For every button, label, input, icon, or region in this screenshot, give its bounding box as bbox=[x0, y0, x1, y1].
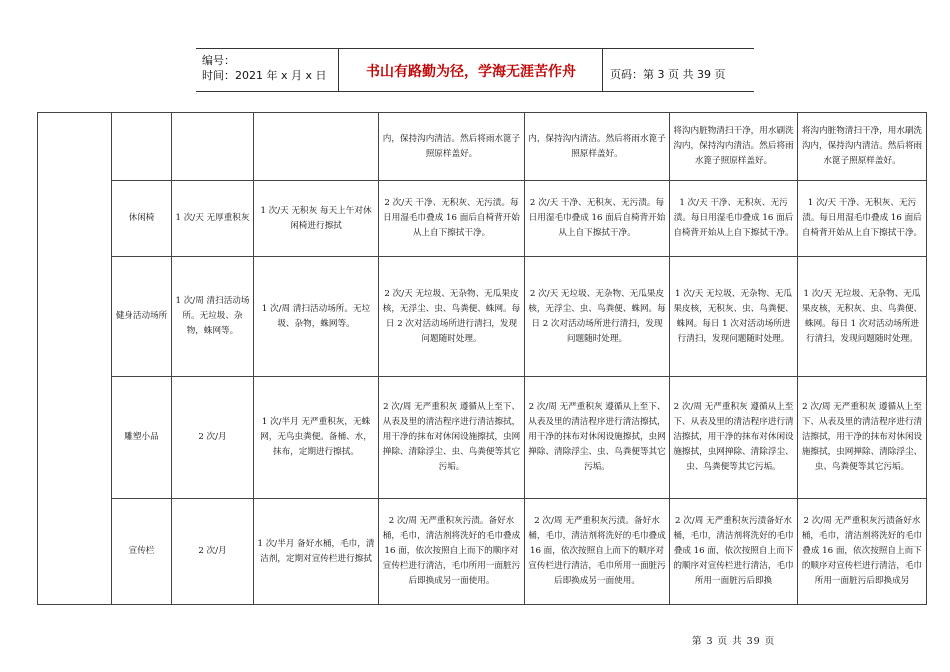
standard-cell: 2 次/周 无严重积灰污渍。备好水桶，毛巾，清洁剂将洗好的毛巾叠成 16 面，依次按照自上而下的顺序对宣传栏进行清洁，毛巾所用一面脏污后即换成另一面使用。 bbox=[525, 499, 670, 605]
standard-cell: 2 次/月 bbox=[172, 499, 254, 605]
standard-cell: 内，保持沟内清洁。然后将雨水篦子照原样盖好。 bbox=[379, 113, 525, 181]
standard-cell bbox=[172, 113, 254, 181]
item-cell: 健身活动场所 bbox=[112, 257, 172, 377]
standard-cell: 2 次/周 无严重积灰污渍备好水桶，毛巾，清洁剂将洗好的毛巾叠成 16 面，依次按照自上而下的顺序对宣传栏进行清洁，毛巾所用一面脏污后即换 bbox=[670, 499, 798, 605]
table-row bbox=[38, 257, 927, 377]
page-footer: 第 3 页 共 39 页 bbox=[692, 636, 776, 647]
item-cell: 雕塑小品 bbox=[112, 377, 172, 499]
doc-number-label: 编号： bbox=[202, 54, 235, 67]
item-cell: 休闲椅 bbox=[112, 181, 172, 257]
standard-cell: 2 次/天 无垃圾、无杂物、无瓜果皮核，无浮尘、虫、鸟粪便、蛛网。每日 2 次对活动场所进行清扫，发现问题随时处理。 bbox=[379, 257, 525, 377]
standard-cell: 1 次/天 干净、无积灰、无污渍。每日用湿毛巾叠成 16 面后自椅背开始从上自下擦拭干净。 bbox=[798, 181, 927, 257]
standard-cell: 2 次/天 干净、无积灰、无污渍。每日用湿毛巾叠成 16 面后自椅背开始从上自下擦拭干净。 bbox=[379, 181, 525, 257]
standard-cell: 1 次/半月 备好水桶，毛巾，清洁剂，定期对宣传栏进行擦拭 bbox=[254, 499, 379, 605]
table-row bbox=[38, 499, 927, 605]
standard-cell: 1 次/半月 无严重积灰，无蛛网，无鸟虫粪便。备桶、水，抹布，定期进行擦拭。 bbox=[254, 377, 379, 499]
standard-cell: 1 次/天 无厚重积灰 bbox=[172, 181, 254, 257]
standard-cell: 2 次/周 无严重积灰污渍。备好水桶，毛巾，清洁剂将洗好的毛巾叠成 16 面，依次按照自上而下的顺序对宣传栏进行清洁，毛巾所用一面脏污后即换成另一面使用。 bbox=[379, 499, 525, 605]
standard-cell: 1 次/周 清扫活动场所。无垃圾、杂物，蛛网等。 bbox=[254, 257, 379, 377]
standard-cell bbox=[254, 113, 379, 181]
standard-cell: 2 次/周 无严重积灰 遵循从上至下、从表及里的清洁程序进行清洁擦拭，用干净的抹布对休闲设施擦拭，虫网掸除、清除浮尘、虫、鸟粪便等其它污垢。 bbox=[525, 377, 670, 499]
cleaning-standards-table bbox=[37, 112, 927, 605]
standard-cell: 1 次/天 无垃圾、无杂物、无瓜果皮核，无积灰、虫、鸟粪便、蛛网。每日 1 次对活动场所进行清扫，发现问题随时处理。 bbox=[670, 257, 798, 377]
table-row bbox=[38, 181, 927, 257]
header-motto: 书山有路勤为径，学海无涯苦作舟 bbox=[366, 64, 576, 80]
header-divider bbox=[602, 49, 603, 91]
standard-cell: 将沟内脏物清扫干净，用水刷洗沟内，保持沟内清洁。然后将雨水篦子照原样盖好。 bbox=[670, 113, 798, 181]
standard-cell: 1 次/天 无积灰 每天上午对休闲椅进行擦拭 bbox=[254, 181, 379, 257]
table-row bbox=[38, 377, 927, 499]
standard-cell: 1 次/天 干净、无积灰、无污渍。每日用湿毛巾叠成 16 面后自椅背开始从上自下擦拭干净。 bbox=[670, 181, 798, 257]
standard-cell: 将沟内脏物清扫干净，用水刷洗沟内，保持沟内清洁。然后将雨水篦子照原样盖好。 bbox=[798, 113, 927, 181]
standard-cell: 2 次/周 无严重积灰污渍备好水桶，毛巾，清洁剂将洗好的毛巾叠成 16 面，依次按照自上而下的顺序对宣传栏进行清洁，毛巾所用一面脏污后即换成另 bbox=[798, 499, 927, 605]
standard-cell: 内，保持沟内清洁。然后将雨水篦子照原样盖好。 bbox=[525, 113, 670, 181]
standard-cell: 1 次/天 无垃圾、无杂物、无瓜果皮核，无积灰、虫、鸟粪便、蛛网。每日 1 次对活动场所进行清扫，发现问题随时处理。 bbox=[798, 257, 927, 377]
table-row bbox=[38, 113, 927, 181]
item-cell bbox=[112, 113, 172, 181]
standard-cell: 2 次/周 无严重积灰 遵循从上至下、从表及里的清洁程序进行清洁擦拭，用干净的抹布对休闲设施擦拭，虫网掸除、清除浮尘、虫、鸟粪便等其它污垢。 bbox=[379, 377, 525, 499]
item-cell: 宣传栏 bbox=[112, 499, 172, 605]
standard-cell: 2 次/天 干净、无积灰、无污渍。每日用湿毛巾叠成 16 面后自椅背开始从上自下擦拭干净。 bbox=[525, 181, 670, 257]
header-divider bbox=[338, 49, 339, 91]
category-cell bbox=[38, 113, 112, 605]
doc-date-label: 时间：2021 年 x 月 x 日 bbox=[202, 69, 327, 82]
standard-cell: 1 次/周 清扫活动场所。无垃圾、杂物，蛛网等。 bbox=[172, 257, 254, 377]
standard-cell: 2 次/天 无垃圾、无杂物、无瓜果皮核，无浮尘、虫、鸟粪便、蛛网。每日 2 次对活动场所进行清扫，发现问题随时处理。 bbox=[525, 257, 670, 377]
standard-cell: 2 次/月 bbox=[172, 377, 254, 499]
standard-cell: 2 次/周 无严重积灰 遵循从上至下、从表及里的清洁程序进行清洁擦拭，用干净的抹布对休闲设施擦拭，虫网掸除、清除浮尘、虫、鸟粪便等其它污垢。 bbox=[670, 377, 798, 499]
standard-cell: 2 次/周 无严重积灰 遵循从上至下、从表及里的清洁程序进行清洁擦拭，用干净的抹布对休闲设施擦拭，虫网掸除、清除浮尘、虫、鸟粪便等其它污垢。 bbox=[798, 377, 927, 499]
page-code: 页码：第 3 页 共 39 页 bbox=[610, 68, 726, 81]
page-header bbox=[196, 48, 754, 92]
